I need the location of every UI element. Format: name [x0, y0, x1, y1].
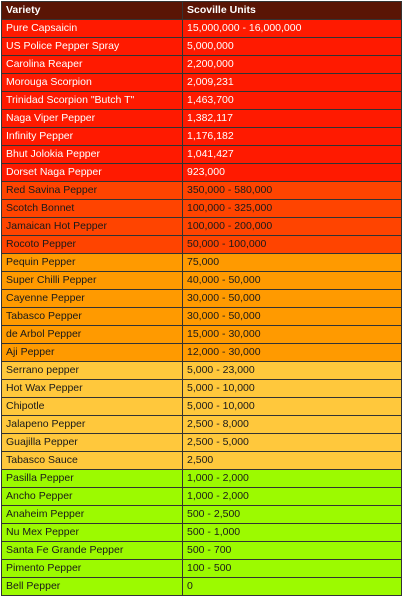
table-row — [2, 74, 402, 92]
scoville-units-cell: 40,000 - 50,000 — [183, 272, 402, 290]
variety-cell: Scotch Bonnet — [2, 200, 183, 218]
table-row — [2, 560, 402, 578]
variety-cell: Tabasco Sauce — [2, 452, 183, 470]
scoville-units-cell: 5,000,000 — [183, 38, 402, 56]
variety-cell: Rocoto Pepper — [2, 236, 183, 254]
scoville-units-cell: 100,000 - 200,000 — [183, 218, 402, 236]
variety-cell: Chipotle — [2, 398, 183, 416]
variety-cell: Carolina Reaper — [2, 56, 183, 74]
scoville-units-cell: 2,200,000 — [183, 56, 402, 74]
variety-cell: Pure Capsaicin — [2, 20, 183, 38]
variety-cell: Nu Mex Pepper — [2, 524, 183, 542]
scoville-units-cell: 923,000 — [183, 164, 402, 182]
scoville-units-cell: 30,000 - 50,000 — [183, 308, 402, 326]
variety-cell: Serrano pepper — [2, 362, 183, 380]
header-row — [2, 2, 402, 20]
table-row — [2, 146, 402, 164]
table-row — [2, 218, 402, 236]
table-row — [2, 326, 402, 344]
variety-cell: US Police Pepper Spray — [2, 38, 183, 56]
scoville-units-cell: 2,500 - 8,000 — [183, 416, 402, 434]
table-header — [2, 2, 402, 20]
table-body — [2, 20, 402, 596]
variety-cell: Bell Pepper — [2, 578, 183, 596]
scoville-units-cell: 500 - 1,000 — [183, 524, 402, 542]
table-row — [2, 398, 402, 416]
variety-cell: Jamaican Hot Pepper — [2, 218, 183, 236]
table-row — [2, 308, 402, 326]
table-row — [2, 254, 402, 272]
scoville-units-cell: 15,000,000 - 16,000,000 — [183, 20, 402, 38]
variety-cell: Guajilla Pepper — [2, 434, 183, 452]
scoville-units-cell: 15,000 - 30,000 — [183, 326, 402, 344]
table-row — [2, 200, 402, 218]
variety-cell: Pimento Pepper — [2, 560, 183, 578]
table-row — [2, 56, 402, 74]
scoville-units-cell: 100,000 - 325,000 — [183, 200, 402, 218]
scoville-units-cell: 12,000 - 30,000 — [183, 344, 402, 362]
variety-cell: Jalapeno Pepper — [2, 416, 183, 434]
table-row — [2, 236, 402, 254]
scoville-units-cell: 5,000 - 10,000 — [183, 380, 402, 398]
variety-cell: Naga Viper Pepper — [2, 110, 183, 128]
scoville-units-cell: 1,000 - 2,000 — [183, 470, 402, 488]
table-row — [2, 290, 402, 308]
variety-cell: Pasilla Pepper — [2, 470, 183, 488]
scoville-units-cell: 75,000 — [183, 254, 402, 272]
table-row — [2, 182, 402, 200]
scoville-units-cell: 500 - 700 — [183, 542, 402, 560]
variety-cell: Tabasco Pepper — [2, 308, 183, 326]
table-row — [2, 416, 402, 434]
variety-cell: Trinidad Scorpion "Butch T" — [2, 92, 183, 110]
table-row — [2, 506, 402, 524]
scoville-units-cell: 1,382,117 — [183, 110, 402, 128]
scoville-units-cell: 2,500 — [183, 452, 402, 470]
scoville-units-cell: 5,000 - 23,000 — [183, 362, 402, 380]
scoville-units-cell: 50,000 - 100,000 — [183, 236, 402, 254]
table-row — [2, 542, 402, 560]
variety-cell: Red Savina Pepper — [2, 182, 183, 200]
scoville-units-cell: 1,041,427 — [183, 146, 402, 164]
table-row — [2, 434, 402, 452]
variety-cell: Santa Fe Grande Pepper — [2, 542, 183, 560]
header-variety: Variety — [2, 2, 183, 20]
variety-cell: Aji Pepper — [2, 344, 183, 362]
table-row — [2, 164, 402, 182]
table-row — [2, 344, 402, 362]
scoville-units-cell: 2,009,231 — [183, 74, 402, 92]
table-row — [2, 92, 402, 110]
scoville-units-cell: 1,000 - 2,000 — [183, 488, 402, 506]
scoville-table — [1, 1, 402, 596]
scoville-units-cell: 2,500 - 5,000 — [183, 434, 402, 452]
table-row — [2, 578, 402, 596]
variety-cell: Ancho Pepper — [2, 488, 183, 506]
scoville-units-cell: 350,000 - 580,000 — [183, 182, 402, 200]
variety-cell: Anaheim Pepper — [2, 506, 183, 524]
scoville-units-cell: 500 - 2,500 — [183, 506, 402, 524]
table-row — [2, 38, 402, 56]
variety-cell: Morouga Scorpion — [2, 74, 183, 92]
variety-cell: Super Chilli Pepper — [2, 272, 183, 290]
header-scoville-units: Scoville Units — [183, 2, 402, 20]
scoville-units-cell: 1,463,700 — [183, 92, 402, 110]
table-row — [2, 128, 402, 146]
table-row — [2, 524, 402, 542]
variety-cell: Infinity Pepper — [2, 128, 183, 146]
table-row — [2, 272, 402, 290]
variety-cell: Hot Wax Pepper — [2, 380, 183, 398]
table-row — [2, 20, 402, 38]
scoville-units-cell: 30,000 - 50,000 — [183, 290, 402, 308]
variety-cell: Cayenne Pepper — [2, 290, 183, 308]
variety-cell: Dorset Naga Pepper — [2, 164, 183, 182]
scoville-units-cell: 0 — [183, 578, 402, 596]
scoville-units-cell: 5,000 - 10,000 — [183, 398, 402, 416]
table-row — [2, 488, 402, 506]
table-row — [2, 110, 402, 128]
variety-cell: de Arbol Pepper — [2, 326, 183, 344]
variety-cell: Pequin Pepper — [2, 254, 183, 272]
table-row — [2, 380, 402, 398]
scoville-units-cell: 1,176,182 — [183, 128, 402, 146]
scoville-units-cell: 100 - 500 — [183, 560, 402, 578]
table-row — [2, 470, 402, 488]
table-row — [2, 362, 402, 380]
variety-cell: Bhut Jolokia Pepper — [2, 146, 183, 164]
table-row — [2, 452, 402, 470]
